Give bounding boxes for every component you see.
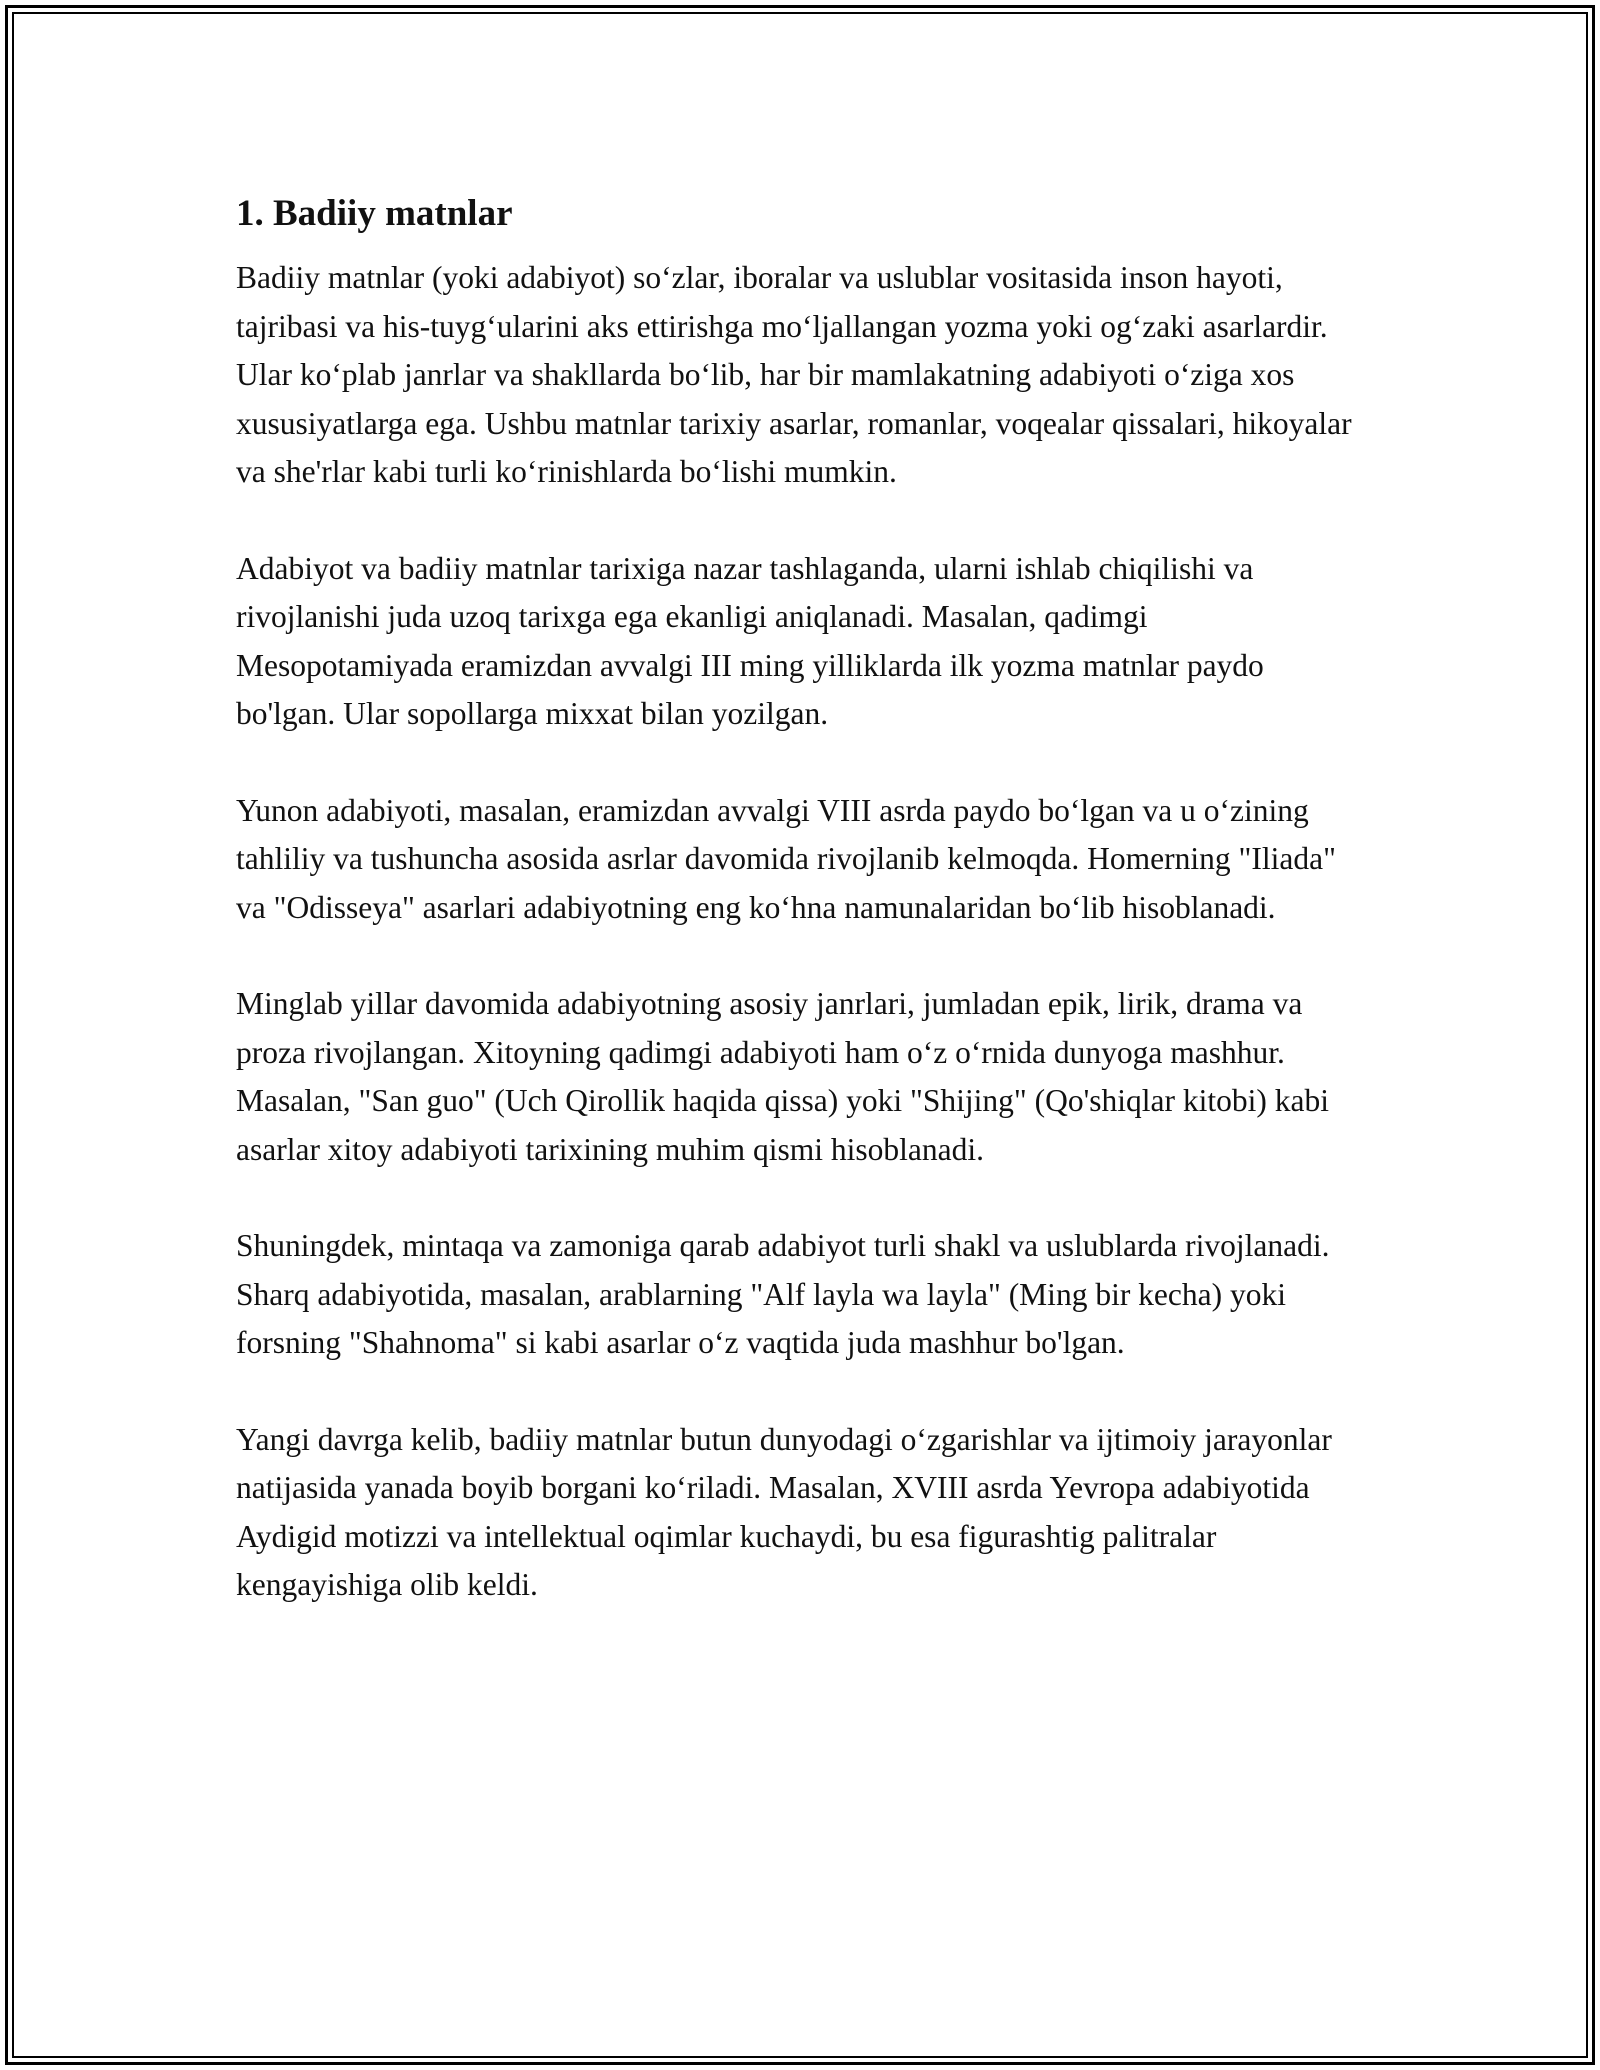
paragraph-history: Adabiyot va badiiy matnlar tarixiga nazar tashlaganda, ularni ishlab chiqilishi va rivojlanishi juda uzoq tarixga ega ekanligi aniqlanadi. Masalan, qadimgi Mesopotamiyada eramizdan avvalgi III ming yilliklarda ilk yozma matnlar paydo bo'lgan. Ular sopollarga mixxat bilan yozilgan. — [236, 550, 1264, 731]
section-heading: 1. Badiiy matnlar — [236, 193, 513, 234]
document-body — [236, 185, 1366, 1658]
paragraph-greek: Yunon adabiyoti, masalan, eramizdan avvalgi VIII asrda paydo bo‘lgan va u o‘zining tahliliy va tushuncha asosida asrlar davomida rivojlanib kelmoqda. Homerning "Iliada" va "Odisseya" asarlari adabiyotning eng ko‘hna namunalaridan bo‘lib hisoblanadi. — [236, 792, 1336, 925]
paragraph-modern: Yangi davrga kelib, badiiy matnlar butun dunyodagi o‘zgarishlar va ijtimoiy jarayonlar natijasida yanada boyib borgani ko‘riladi. Masalan, XVIII asrda Yevropa adabiyotida Aydigid motizzi va intellektual oqimlar kuchaydi, bu esa figurashtig palitralar kengayishiga olib keldi. — [236, 1421, 1332, 1602]
paragraph-eastern: Shuningdek, mintaqa va zamoniga qarab adabiyot turli shakl va uslublarda rivojlanadi. Sharq adabiyotida, masalan, arablarning "Alf layla wa layla" (Ming bir kecha) yoki forsning "Shahnoma" si kabi asarlar o‘z vaqtida juda mashhur bo'lgan. — [236, 1228, 1330, 1360]
paragraph-genres: Minglab yillar davomida adabiyotning asosiy janrlari, jumladan epik, lirik, drama va proza rivojlangan. Xitoyning qadimgi adabiyoti ham o‘z o‘rnida dunyoga mashhur. Masalan, "San guo" (Uch Qirollik haqida qissa) yoki "Shijing" (Qo'shiqlar kitobi) kabi asarlar xitoy adabiyoti tarixining muhim qismi hisoblanadi. — [236, 986, 1329, 1167]
paragraph-intro: Badiiy matnlar (yoki adabiyot) so‘zlar, iboralar va uslublar vositasida inson hayoti, tajribasi va his-tuyg‘ularini aks ettirishga mo‘ljallangan yozma yoki og‘zaki asarlardir. Ular ko‘plab janrlar va shakllarda bo‘lib, har bir mamlakatning adabiyoti o‘ziga xos xususiyatlarga ega. Ushbu matnlar tarixiy asarlar, romanlar, voqealar qissalari, hikoyalar va she'rlar kabi turli ko‘rinishlarda bo‘lishi mumkin. — [236, 260, 1352, 489]
